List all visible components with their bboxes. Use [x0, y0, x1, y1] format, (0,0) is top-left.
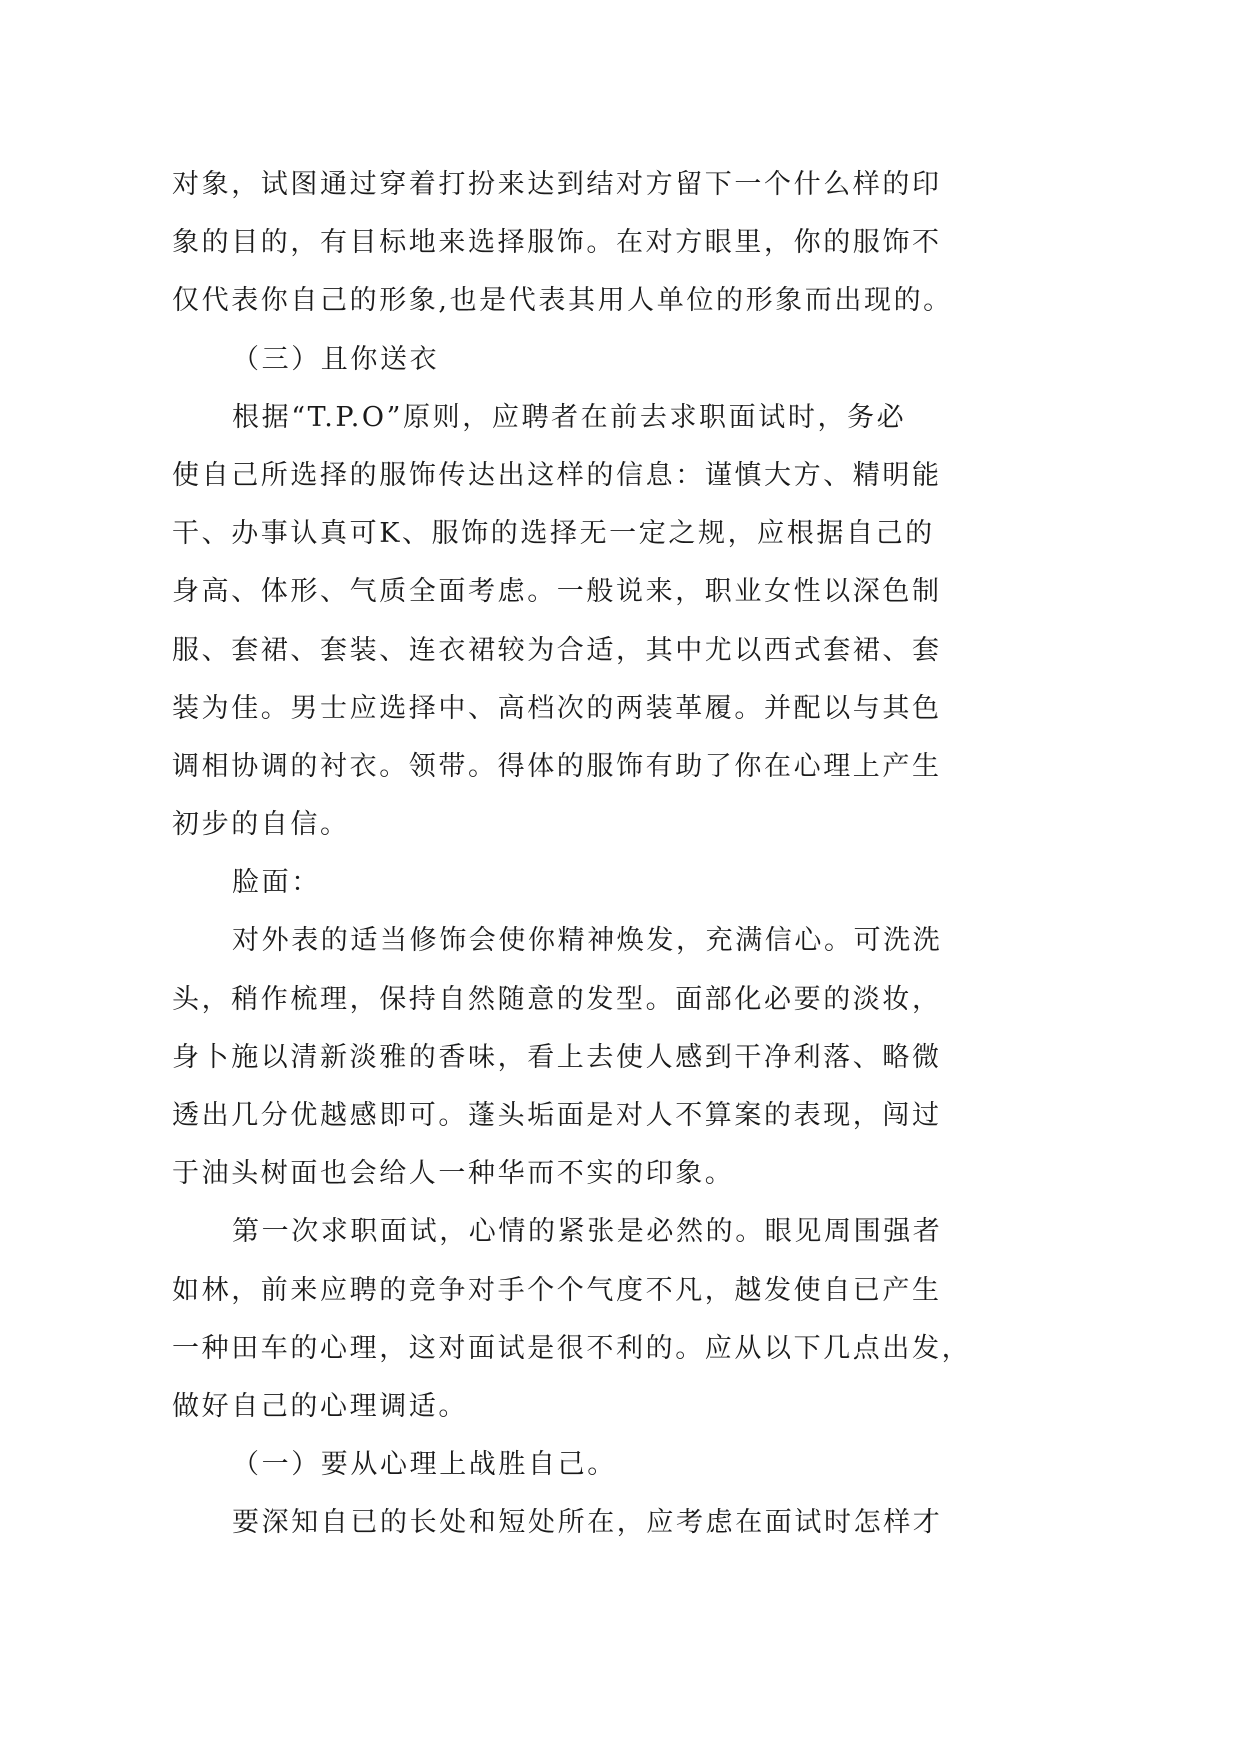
- text-line: 初步的自信。: [172, 809, 350, 841]
- text-line: 象的目的，有目标地来选择服饰。在对方眼里，你的服饰不: [172, 227, 942, 259]
- body-text: [172, 156, 1072, 1553]
- subsection-label: [172, 854, 1072, 912]
- text-line: 调相协调的衬衣。领带。得体的服饰有助了你在心理上产生: [172, 750, 942, 782]
- text-line: 透出几分优越感即可。蓬头垢面是对人不算案的表现，闯过: [172, 1100, 942, 1131]
- text-line: 一种田车的心理，这对面试是很不利的。应从以下几点出发，: [172, 1332, 972, 1364]
- text-line: 身卜施以清新淡雅的香味，看上去使人感到干净利落、略微: [172, 1041, 942, 1073]
- text-line: 仅代表你自己的形象,也是代表其用人单位的形象而出现的。: [172, 285, 953, 317]
- text-line: 头，稍作梳理，保持自然随意的发型。面部化必要的淡妆，: [172, 983, 942, 1015]
- text-line: 对外表的适当修饰会使你精神焕发，充满信心。可洗洗: [232, 925, 943, 957]
- text-line: 做好自己的心理调适。: [172, 1390, 468, 1422]
- text-line: 身高、体形、气质全面考虑。一般说来，职业女性以深色制: [172, 576, 942, 608]
- paragraph: [172, 1203, 1072, 1436]
- text-line: 服、套裙、套装、连衣裙较为合适，其中尤以西式套裙、套: [172, 634, 942, 666]
- text-line: 对象，试图通过穿着打扮来达到结对方留下一个什么样的印: [172, 169, 942, 200]
- text-line: 干、办事认真可K、服饰的选择无一定之规，应根据自己的: [172, 518, 935, 550]
- paragraph: [172, 912, 1072, 1203]
- paragraph: [172, 1494, 1072, 1552]
- text-line: 根据“T.P.O”原则，应聘者在前去求职面试时，务必: [232, 401, 907, 433]
- text-line: 第一次求职面试，心情的紧张是必然的。眼见周围强者: [232, 1216, 943, 1248]
- paragraph: [172, 156, 1072, 331]
- heading-line: （三）且你送衣: [232, 343, 440, 375]
- text-line: 装为佳。男士应选择中、高档次的两装革履。并配以与其色: [172, 692, 942, 724]
- text-line: 使自己所选择的服饰传达出这样的信息：谨慎大方、精明能: [172, 459, 942, 491]
- heading-line: （一）要从心理上战胜自己。: [232, 1449, 617, 1481]
- text-line: 于油头树面也会给人一种华而不实的印象。: [172, 1158, 735, 1190]
- text-line: 如林，前来应聘的竞争对手个个气度不凡，越发使自已产生: [172, 1274, 942, 1306]
- section-heading: [172, 1436, 1072, 1494]
- text-line: 要深知自已的长处和短处所在，应考虑在面试时怎样才: [232, 1507, 943, 1539]
- heading-line: 脸面：: [232, 867, 321, 899]
- paragraph: [172, 389, 1072, 855]
- section-heading: [172, 331, 1072, 389]
